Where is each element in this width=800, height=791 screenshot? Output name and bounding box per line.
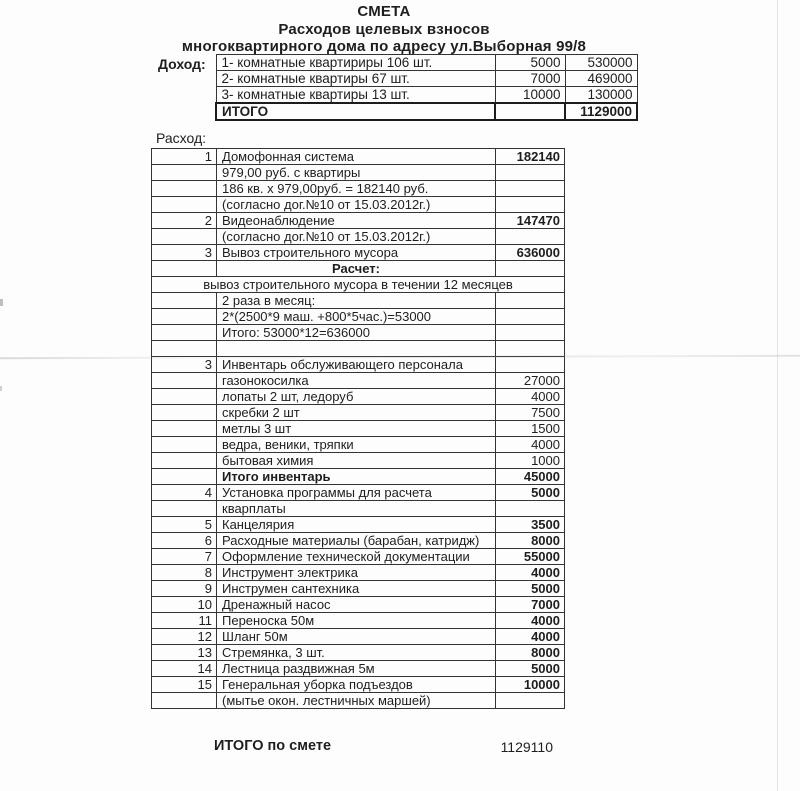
expense-desc-cell: Инвентарь обслуживающего персонала: [217, 357, 496, 373]
income-row: [216, 103, 637, 120]
expense-number-cell: 10: [152, 597, 217, 613]
expense-value-cell: 4000: [496, 613, 565, 629]
expense-desc-cell: (согласно дог.№10 от 15.03.2012г.): [217, 229, 496, 245]
expense-value-cell: [496, 309, 565, 325]
expense-row: [152, 149, 565, 165]
expense-desc-cell: вывоз строительного мусора в течении 12 месяцев: [152, 277, 565, 293]
expense-desc-cell: Стремянка, 3 шт.: [217, 645, 496, 661]
expense-row: [152, 597, 565, 613]
expense-desc-cell: лопаты 2 шт, ледоруб: [217, 389, 496, 405]
expense-value-cell: 45000: [496, 469, 565, 485]
expense-desc-cell: Канцелярия: [217, 517, 496, 533]
expense-value-cell: [496, 197, 565, 213]
expense-row: [152, 485, 565, 501]
expense-desc-cell: Дренажный насос: [217, 597, 496, 613]
expense-number-cell: [152, 309, 217, 325]
expense-number-cell: [152, 165, 217, 181]
expense-row: [152, 341, 565, 357]
document-title: СМЕТА: [357, 3, 411, 20]
expense-row: [152, 261, 565, 277]
expense-row: [152, 549, 565, 565]
expense-value-cell: 4000: [496, 565, 565, 581]
income-desc-cell: 2- комнатные квартиры 67 шт.: [216, 71, 495, 87]
scan-line-artifact: [777, 0, 778, 791]
expense-row: [152, 277, 565, 293]
expense-value-cell: 5000: [496, 485, 565, 501]
expense-number-cell: 9: [152, 581, 217, 597]
expense-desc-cell: Лестница раздвижная 5м: [217, 661, 496, 677]
income-total-cell: 1129000: [565, 103, 637, 120]
expense-number-cell: 11: [152, 613, 217, 629]
expense-row: [152, 405, 565, 421]
expense-desc-cell: 979,00 руб. с квартиры: [217, 165, 496, 181]
expense-value-cell: 8000: [496, 533, 565, 549]
expense-number-cell: 12: [152, 629, 217, 645]
expense-value-cell: 1500: [496, 421, 565, 437]
expense-value-cell: 4000: [496, 437, 565, 453]
expense-number-cell: 1: [152, 149, 217, 165]
grand-total-value: 1129110: [500, 739, 553, 755]
expense-row: [152, 421, 565, 437]
expense-number-cell: [152, 421, 217, 437]
expense-number-cell: 4: [152, 485, 217, 501]
expense-number-cell: 3: [152, 357, 217, 373]
expense-number-cell: [152, 501, 217, 517]
income-total-cell: 530000: [565, 55, 637, 71]
income-desc-cell: 3- комнатные квартиры 13 шт.: [216, 87, 495, 104]
expense-value-cell: 7000: [496, 597, 565, 613]
expense-value-cell: [496, 693, 565, 709]
expense-number-cell: 5: [152, 517, 217, 533]
expense-desc-cell: Переноска 50м: [217, 613, 496, 629]
expense-row: [152, 517, 565, 533]
expense-desc-cell: Расходные материалы (барабан, катридж): [217, 533, 496, 549]
expense-desc-cell: скребки 2 шт: [217, 405, 496, 421]
expense-value-cell: [496, 261, 565, 277]
expense-value-cell: 5000: [496, 581, 565, 597]
expense-value-cell: 147470: [496, 213, 565, 229]
income-row: [216, 71, 637, 87]
expense-number-cell: [152, 437, 217, 453]
expense-row: [152, 325, 565, 341]
expense-value-cell: 5000: [496, 661, 565, 677]
expense-number-cell: 14: [152, 661, 217, 677]
expense-number-cell: [152, 293, 217, 309]
expense-desc-cell: 2*(2500*9 маш. +800*5час.)=53000: [217, 309, 496, 325]
expense-number-cell: [152, 229, 217, 245]
income-desc-cell: 1- комнатные квартириры 106 шт.: [216, 55, 495, 71]
expense-number-cell: 6: [152, 533, 217, 549]
expense-value-cell: [496, 181, 565, 197]
income-section-label: Доход:: [158, 56, 206, 72]
expense-desc-cell: газонокосилка: [217, 373, 496, 389]
expense-desc-cell: Шланг 50м: [217, 629, 496, 645]
income-desc-cell: ИТОГО: [216, 103, 495, 120]
expense-desc-cell: Инструмент электрика: [217, 565, 496, 581]
expense-value-cell: 55000: [496, 549, 565, 565]
expense-value-cell: [496, 341, 565, 357]
expense-table: [151, 148, 565, 709]
expense-row: [152, 469, 565, 485]
expense-row: [152, 165, 565, 181]
expense-number-cell: [152, 197, 217, 213]
expense-row: [152, 293, 565, 309]
expense-row: [152, 565, 565, 581]
expense-desc-cell: (согласно дог.№10 от 15.03.2012г.): [217, 197, 496, 213]
expense-number-cell: [152, 373, 217, 389]
grand-total-label: ИТОГО по смете: [214, 738, 332, 754]
expense-row: [152, 581, 565, 597]
expense-value-cell: [496, 229, 565, 245]
expense-row: [152, 245, 565, 261]
expense-desc-cell: Расчет:: [217, 261, 496, 277]
expense-row: [152, 181, 565, 197]
income-total-cell: 469000: [565, 71, 637, 87]
expense-value-cell: 8000: [496, 645, 565, 661]
expense-desc-cell: Оформление технической документации: [217, 549, 496, 565]
expense-number-cell: 2: [152, 213, 217, 229]
expense-number-cell: [152, 405, 217, 421]
expense-row: [152, 629, 565, 645]
expense-row: [152, 357, 565, 373]
expense-desc-cell: Итого: 53000*12=636000: [217, 325, 496, 341]
expense-desc-cell: бытовая химия: [217, 453, 496, 469]
expense-desc-cell: метлы 3 шт: [217, 421, 496, 437]
expense-value-cell: 4000: [496, 389, 565, 405]
expense-desc-cell: Установка программы для расчета: [217, 485, 496, 501]
income-table: [215, 54, 638, 121]
document-header: [0, 3, 768, 56]
expense-desc-cell: кварплаты: [217, 501, 496, 517]
expense-desc-cell: (мытье окон. лестничных маршей): [217, 693, 496, 709]
expense-value-cell: 10000: [496, 677, 565, 693]
income-total-cell: 130000: [565, 87, 637, 104]
document-subtitle: Расходов целевых взносов: [278, 20, 490, 38]
income-rate-cell: 10000: [495, 87, 565, 104]
expense-value-cell: 636000: [496, 245, 565, 261]
expense-row: [152, 373, 565, 389]
expense-value-cell: [496, 293, 565, 309]
income-rate-cell: [495, 103, 565, 120]
expense-value-cell: 7500: [496, 405, 565, 421]
expense-value-cell: [496, 357, 565, 373]
expense-number-cell: [152, 389, 217, 405]
expense-desc-cell: 2 раза в месяц:: [217, 293, 496, 309]
expense-value-cell: 182140: [496, 149, 565, 165]
expense-value-cell: [496, 501, 565, 517]
expense-row: [152, 677, 565, 693]
expense-desc-cell: Вывоз строительного мусора: [217, 245, 496, 261]
expense-number-cell: [152, 341, 217, 357]
expense-desc-cell: Инструмен сантехника: [217, 581, 496, 597]
expense-row: [152, 613, 565, 629]
scan-speck-artifact: [0, 386, 2, 391]
expense-row: [152, 309, 565, 325]
expense-number-cell: [152, 453, 217, 469]
expense-value-cell: [496, 165, 565, 181]
expense-desc-cell: [217, 341, 496, 357]
expense-row: [152, 533, 565, 549]
expense-desc-cell: 186 кв. x 979,00руб. = 182140 руб.: [217, 181, 496, 197]
expense-value-cell: [496, 325, 565, 341]
expense-value-cell: 4000: [496, 629, 565, 645]
expense-number-cell: [152, 469, 217, 485]
expense-row: [152, 453, 565, 469]
expense-number-cell: [152, 693, 217, 709]
expense-number-cell: 15: [152, 677, 217, 693]
expense-row: [152, 197, 565, 213]
expense-number-cell: [152, 261, 217, 277]
expense-number-cell: [152, 181, 217, 197]
expense-desc-cell: Домофонная система: [217, 149, 496, 165]
expense-row: [152, 661, 565, 677]
expense-value-cell: 3500: [496, 517, 565, 533]
expense-number-cell: [152, 325, 217, 341]
expense-desc-cell: Генеральная уборка подъездов: [217, 677, 496, 693]
expense-row: [152, 229, 565, 245]
expense-row: [152, 693, 565, 709]
expense-row: [152, 645, 565, 661]
expense-value-cell: 27000: [496, 373, 565, 389]
expense-number-cell: 3: [152, 245, 217, 261]
expense-value-cell: 1000: [496, 453, 565, 469]
expense-row: [152, 389, 565, 405]
expense-desc-cell: Итого инвентарь: [217, 469, 496, 485]
expense-row: [152, 501, 565, 517]
expense-desc-cell: Видеонаблюдение: [217, 213, 496, 229]
document-address-line: многоквартирного дома по адресу ул.Выборная 99/8: [181, 38, 587, 55]
income-rate-cell: 7000: [495, 71, 565, 87]
scan-speck-artifact: [0, 299, 3, 306]
expense-number-cell: 13: [152, 645, 217, 661]
expense-row: [152, 213, 565, 229]
expense-desc-cell: ведра, веники, тряпки: [217, 437, 496, 453]
expense-number-cell: 7: [152, 549, 217, 565]
expense-number-cell: 8: [152, 565, 217, 581]
income-rate-cell: 5000: [495, 55, 565, 71]
expense-row: [152, 437, 565, 453]
expense-section-label: Расход:: [156, 130, 207, 146]
income-row: [216, 55, 637, 71]
income-row: [216, 87, 637, 104]
